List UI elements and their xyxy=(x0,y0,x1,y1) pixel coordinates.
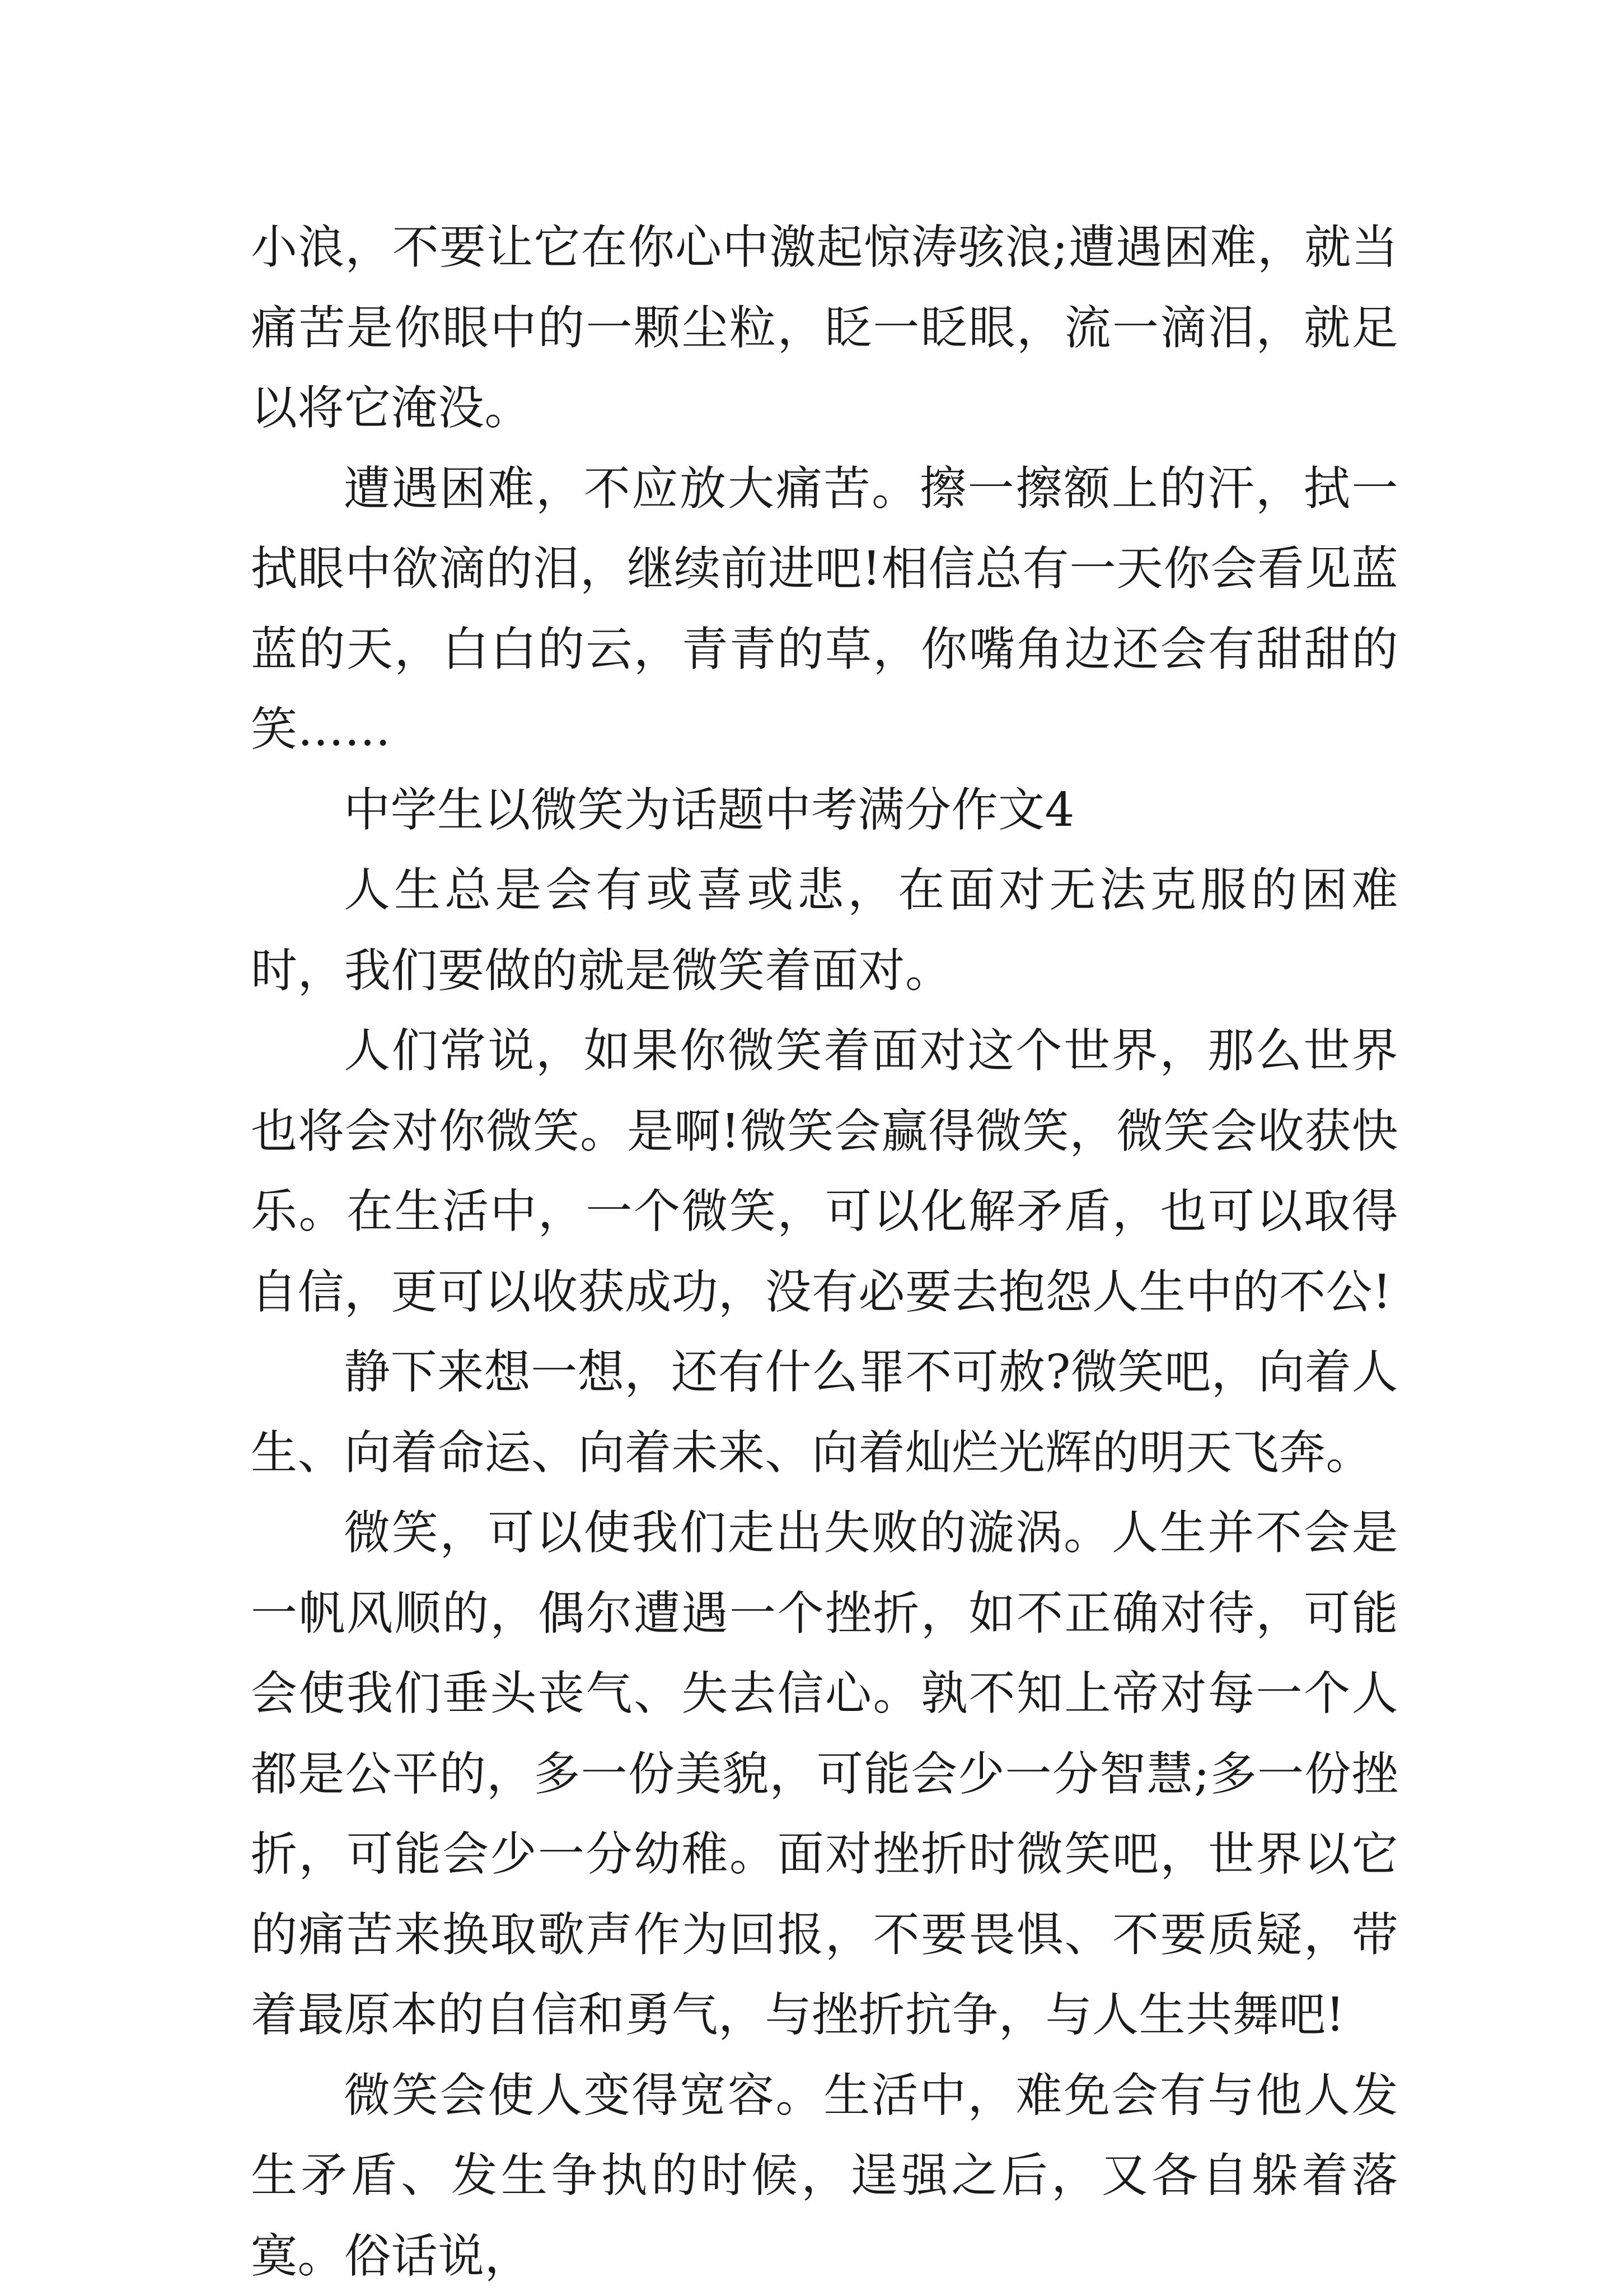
paragraph-1: 小浪，不要让它在你心中激起惊涛骇浪;遭遇困难，就当痛苦是你眼中的一颗尘粒，眨一眨眼，流一滴泪，就足以将它淹没。 xyxy=(251,207,1398,448)
paragraph-2: 遭遇困难，不应放大痛苦。擦一擦额上的汗，拭一拭眼中欲滴的泪，继续前进吧!相信总有一天你会看见蓝蓝的天，白白的云，青青的草，你嘴角边还会有甜甜的笑…… xyxy=(251,448,1398,770)
paragraph-6: 微笑，可以使我们走出失败的漩涡。人生并不会是一帆风顺的，偶尔遭遇一个挫折，如不正确对待，可能会使我们垂头丧气、失去信心。孰不知上帝对每一个人都是公平的，多一份美貌，可能会少一分智慧;多一份挫折，可能会少一分幼稚。面对挫折时微笑吧，世界以它的痛苦来换取歌声作为回报，不要畏惧、不要质疑，带着最原本的自信和勇气，与挫折抗争，与人生共舞吧! xyxy=(251,1493,1398,2055)
essay-heading: 中学生以微笑为话题中考满分作文4 xyxy=(251,770,1398,850)
paragraph-4: 人们常说，如果你微笑着面对这个世界，那么世界也将会对你微笑。是啊!微笑会赢得微笑，微笑会收获快乐。在生活中，一个微笑，可以化解矛盾，也可以取得自信，更可以收获成功，没有必要去抱怨人生中的不公! xyxy=(251,1011,1398,1332)
paragraph-5: 静下来想一想，还有什么罪不可赦?微笑吧，向着人生、向着命运、向着未来、向着灿烂光辉的明天飞奔。 xyxy=(251,1332,1398,1493)
paragraph-7: 微笑会使人变得宽容。生活中，难免会有与他人发生矛盾、发生争执的时候，逞强之后，又各自躲着落寞。俗话说， xyxy=(251,2055,1398,2296)
document-body xyxy=(251,207,1398,2296)
paragraph-3: 人生总是会有或喜或悲，在面对无法克服的困难时，我们要做的就是微笑着面对。 xyxy=(251,850,1398,1011)
